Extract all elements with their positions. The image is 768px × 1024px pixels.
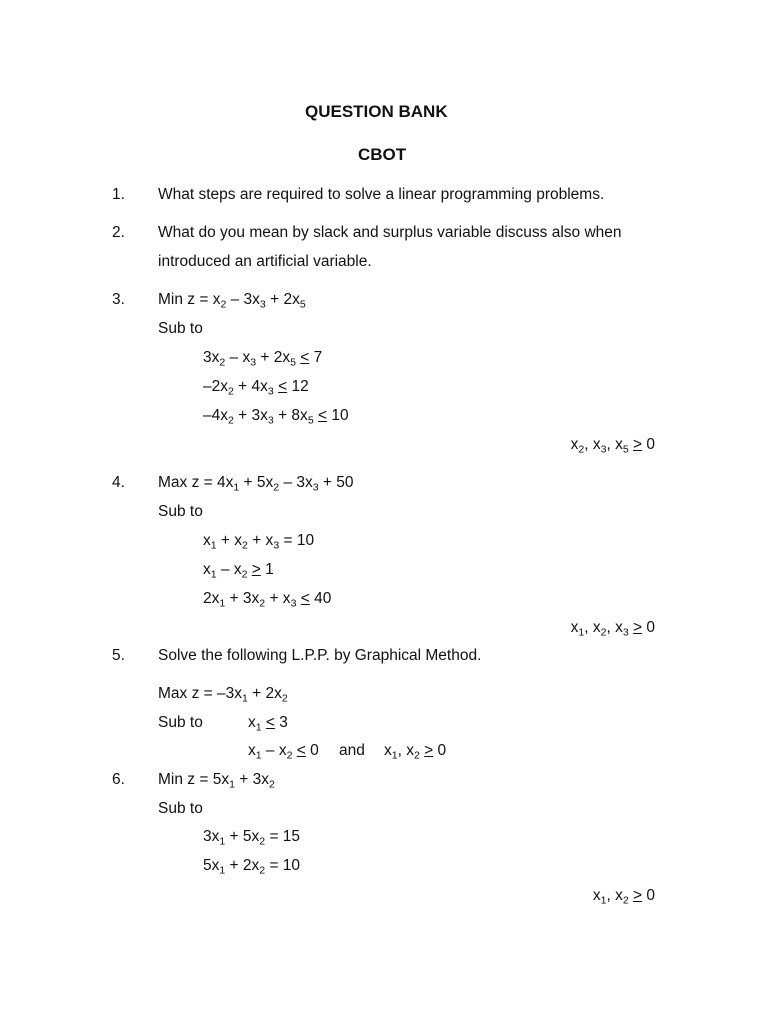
question-number: 6. xyxy=(112,771,125,788)
question-number: 4. xyxy=(112,474,125,491)
objective-function: Max $z = -3x_1 + 2x_2$ xyxy=(158,685,288,705)
constraint: $x_1 < 3$ xyxy=(248,714,288,734)
constraint: $x_1 - x_2 > 1$ xyxy=(203,561,274,581)
objective-function: Min $z = x_2 - 3x_3 + 2x_5$ xyxy=(158,291,306,311)
constraint: $5x_1 + 2x_2 = 10$ xyxy=(203,857,301,877)
page-subtitle: CBOT xyxy=(358,145,407,164)
sub-to-label: Sub to xyxy=(158,800,203,817)
constraint: $x_1 + x_2 + x_3 = 10$ xyxy=(203,532,315,552)
sub-to-label: Sub to xyxy=(158,503,203,520)
constraint: $-2x_2 + 4x_3 < 12$ xyxy=(203,378,309,398)
question-text: What do you mean by slack and surplus variable discuss also when xyxy=(158,224,622,241)
non-negativity: $x_1$, $x_2 > 0$ xyxy=(592,887,655,907)
constraint: $3x_2 - x_3 + 2x_5 < 7$ xyxy=(203,349,323,369)
question-number: 1. xyxy=(112,186,125,203)
sub-to-label: Sub to xyxy=(158,714,203,731)
constraint: $x_1 - x_2 < 0$ xyxy=(248,742,319,762)
non-negativity: $x_1$, $x_2$, $x_3 > 0$ xyxy=(570,619,655,639)
question-number: 3. xyxy=(112,291,125,308)
constraint: $3x_1 + 5x_2 = 15$ xyxy=(203,828,301,848)
sub-to-label: Sub to xyxy=(158,320,203,337)
question-text: What steps are required to solve a linear programming problems. xyxy=(158,186,605,203)
question-number: 5. xyxy=(112,647,125,664)
non-negativity: $x_1$, $x_2 > 0$ xyxy=(384,742,447,762)
page-title: QUESTION BANK xyxy=(305,102,448,121)
and-label: and xyxy=(339,742,365,759)
objective-function: Max $z = 4x_1 + 5x_2 - 3x_3 + 50$ xyxy=(158,474,354,494)
objective-function: Min $z = 5x_1 + 3x_2$ xyxy=(158,771,275,791)
constraint: $2x_1 + 3x_2 + x_3 < 40$ xyxy=(203,590,332,610)
question-text: introduced an artificial variable. xyxy=(158,253,372,270)
constraint: $-4x_2 + 3x_3 + 8x_5 < 10$ xyxy=(203,407,349,427)
question-text: Solve the following L.P.P. by Graphical Method. xyxy=(158,647,482,664)
question-number: 2. xyxy=(112,224,125,241)
non-negativity: $x_2$, $x_3$, $x_5 > 0$ xyxy=(570,436,655,456)
